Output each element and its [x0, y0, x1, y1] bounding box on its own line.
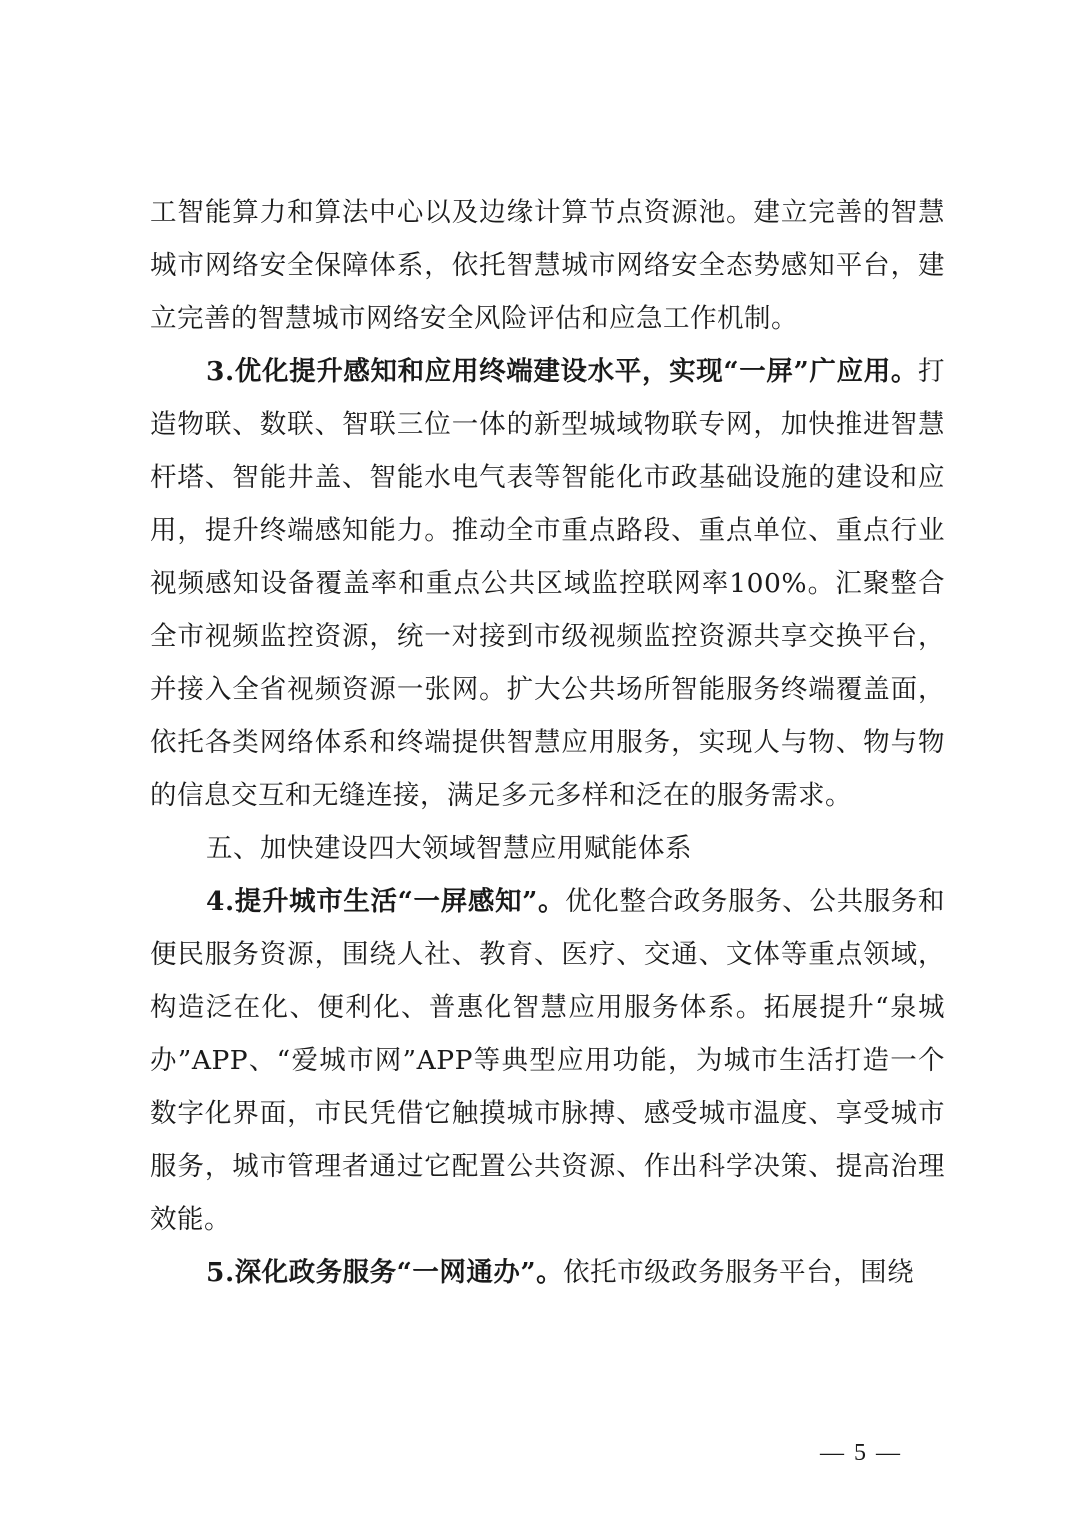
item-4-body: 优化整合政务服务、公共服务和便民服务资源，围绕人社、教育、医疗、交通、文体等重点领域，构造泛在化、便利化、普惠化智慧应用服务体系。拓展提升“泉城办”APP、“爱城市网”APP等典型应用功能，为城市生活打造一个数字化界面，市民凭借它触摸城市脉搏、感受城市温度、享受城市服务，城市管理者通过它配置公共资源、作出科学决策、提高治理效能。	[150, 886, 946, 1235]
item-5-title: 5.深化政务服务“一网通办”。	[206, 1257, 564, 1288]
item-4-title: 4.提升城市生活“一屏感知”。	[206, 886, 566, 917]
item-3-title: 3.优化提升感知和应用终端建设水平，实现“一屏”广应用。	[206, 356, 918, 387]
paragraph-item-4	[150, 875, 945, 1246]
section-heading: 五、加快建设四大领域智慧应用赋能体系	[206, 833, 692, 864]
paragraph-item-3	[150, 345, 945, 822]
paragraph-continuation: 工智能算力和算法中心以及边缘计算节点资源池。建立完善的智慧城市网络安全保障体系，依托智慧城市网络安全态势感知平台，建立完善的智慧城市网络安全风险评估和应急工作机制。	[150, 197, 945, 334]
page-number: — 5 —	[820, 1440, 902, 1466]
document-body	[150, 186, 945, 1299]
paragraph-item-5	[150, 1246, 945, 1299]
item-5-body: 依托市级政务服务平台，围绕	[563, 1257, 915, 1288]
item-3-body: 打造物联、数联、智联三位一体的新型城域物联专网，加快推进智慧杆塔、智能井盖、智能水电气表等智能化市政基础设施的建设和应用，提升终端感知能力。推动全市重点路段、重点单位、重点行业视频感知设备覆盖率和重点公共区域监控联网率100%。汇聚整合全市视频监控资源，统一对接到市级视频监控资源共享交换平台，并接入全省视频资源一张网。扩大公共场所智能服务终端覆盖面，依托各类网络体系和终端提供智慧应用服务，实现人与物、物与物的信息交互和无缝连接，满足多元多样和泛在的服务需求。	[150, 356, 945, 811]
